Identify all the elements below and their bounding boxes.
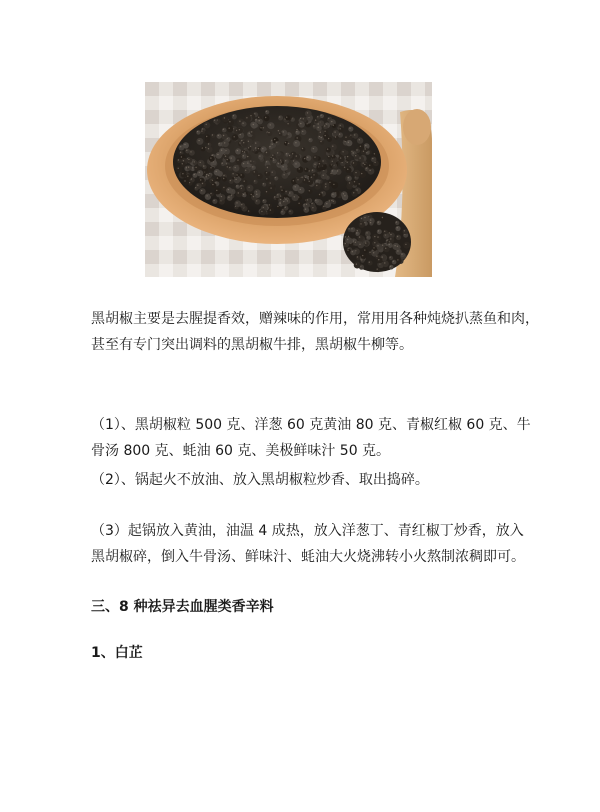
paragraph-4-line-1: （3）起锅放入黄油，油温 4 成热，放入洋葱丁、青红椒丁炒香，放入 <box>91 523 524 539</box>
paragraph-3-line-1: （2）、锅起火不放油、放入黑胡椒粒炒香、取出捣碎。 <box>91 472 429 488</box>
paragraph-3 <box>91 467 531 493</box>
section-heading: 三、8 种祛异去血腥类香辛料 <box>91 599 274 615</box>
paragraph-4 <box>91 518 531 570</box>
paragraph-4-line-2: 黑胡椒碎，倒入牛骨汤、鲜味汁、蚝油大火烧沸转小火熬制浓稠即可。 <box>91 549 525 565</box>
black-pepper-photo <box>145 82 432 277</box>
paragraph-2 <box>91 412 531 464</box>
paragraph-1-line-1: 黑胡椒主要是去腥提香效，赠辣味的作用，常用用各种炖烧扒蒸鱼和肉， <box>91 311 539 327</box>
paragraph-1-line-2: 甚至有专门突出调料的黑胡椒牛排，黑胡椒牛柳等。 <box>91 337 413 353</box>
paragraph-1 <box>91 306 539 358</box>
paragraph-2-line-1: （1）、黑胡椒粒 500 克、洋葱 60 克黄油 80 克、青椒红椒 60 克、牛 <box>91 417 531 433</box>
paragraph-2-line-2: 骨汤 800 克、蚝油 60 克、美极鲜味汁 50 克。 <box>91 443 391 459</box>
subsection-heading: 1、白芷 <box>91 645 143 661</box>
